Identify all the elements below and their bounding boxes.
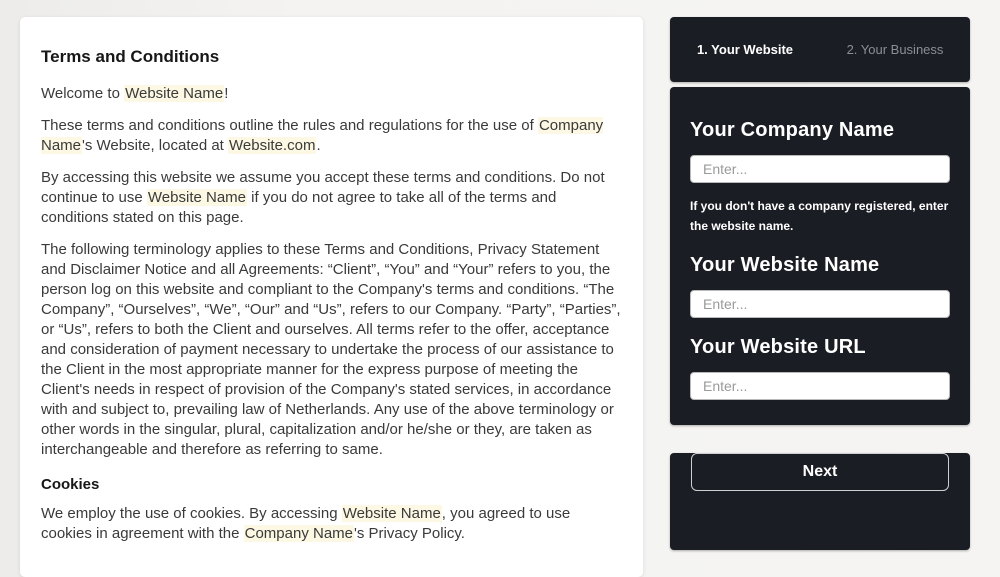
company-name-help: If you don't have a company registered, enter the website name. (690, 199, 949, 233)
highlighted-term: Company Name (244, 525, 354, 542)
wizard-steps-bar (670, 17, 970, 82)
company-name-label: Your Company Name (690, 119, 895, 141)
signup-wizard (670, 17, 970, 550)
highlighted-term: Website Name (125, 85, 224, 102)
website-url-label: Your Website URL (690, 336, 866, 358)
paragraph: We employ the use of cookies. By accessing Website Name, you agreed to use cookies in agreement with the Company Name's Privacy Policy. (41, 505, 571, 542)
website-name-label: Your Website Name (690, 254, 880, 276)
company-name-input[interactable] (690, 155, 950, 183)
document-content (41, 47, 622, 544)
page-title: Terms and Conditions (41, 47, 220, 66)
next-button[interactable]: Next (691, 453, 949, 491)
tab-your-website[interactable]: 1. Your Website (696, 42, 794, 57)
highlighted-term: Company Name (41, 117, 604, 154)
wizard-form-panel (670, 87, 970, 425)
paragraph: Welcome to Website Name! (41, 85, 229, 102)
website-name-input[interactable] (690, 290, 950, 318)
paragraph: These terms and conditions outline the rules and regulations for the use of Company Name's Website, located at Website.com. (41, 117, 604, 154)
tab-your-business[interactable]: 2. Your Business (846, 42, 944, 57)
terms-card (20, 17, 643, 577)
website-url-input[interactable] (690, 372, 950, 400)
highlighted-term: Website.com (229, 137, 316, 154)
page-title: Cookies (41, 476, 100, 493)
paragraph: The following terminology applies to these Terms and Conditions, Privacy Statement and Disclaimer Notice and all Agreements: “Client”, “You” and “Your” refers to you, the person log on this website and compliant to the Company's terms and conditions. “The Company”, “Ourselves”, “We”, “Our” and “Us”, refers to our Company. “Party”, “Parties”, or “Us”, refers to both the Client and ourselves. All terms refer to the offer, acceptance and consideration of payment necessary to undertake the process of our assistance to the Client in the most appropriate manner for the express purpose of meeting the Client's needs in respect of provision of the Company's stated services, in accordance with and subject to, prevailing law of Netherlands. Any use of the above terminology or other words in the singular, plural, capitalization and/or he/she or they, are taken as interchangeable and therefore as referring to same. (41, 241, 621, 458)
paragraph: By accessing this website we assume you accept these terms and conditions. Do not continue to use Website Name if you do not agree to take all of the terms and conditions stated on this page. (41, 169, 605, 226)
highlighted-term: Website Name (342, 505, 441, 522)
wizard-footer-panel (670, 453, 970, 550)
highlighted-term: Website Name (147, 189, 247, 206)
